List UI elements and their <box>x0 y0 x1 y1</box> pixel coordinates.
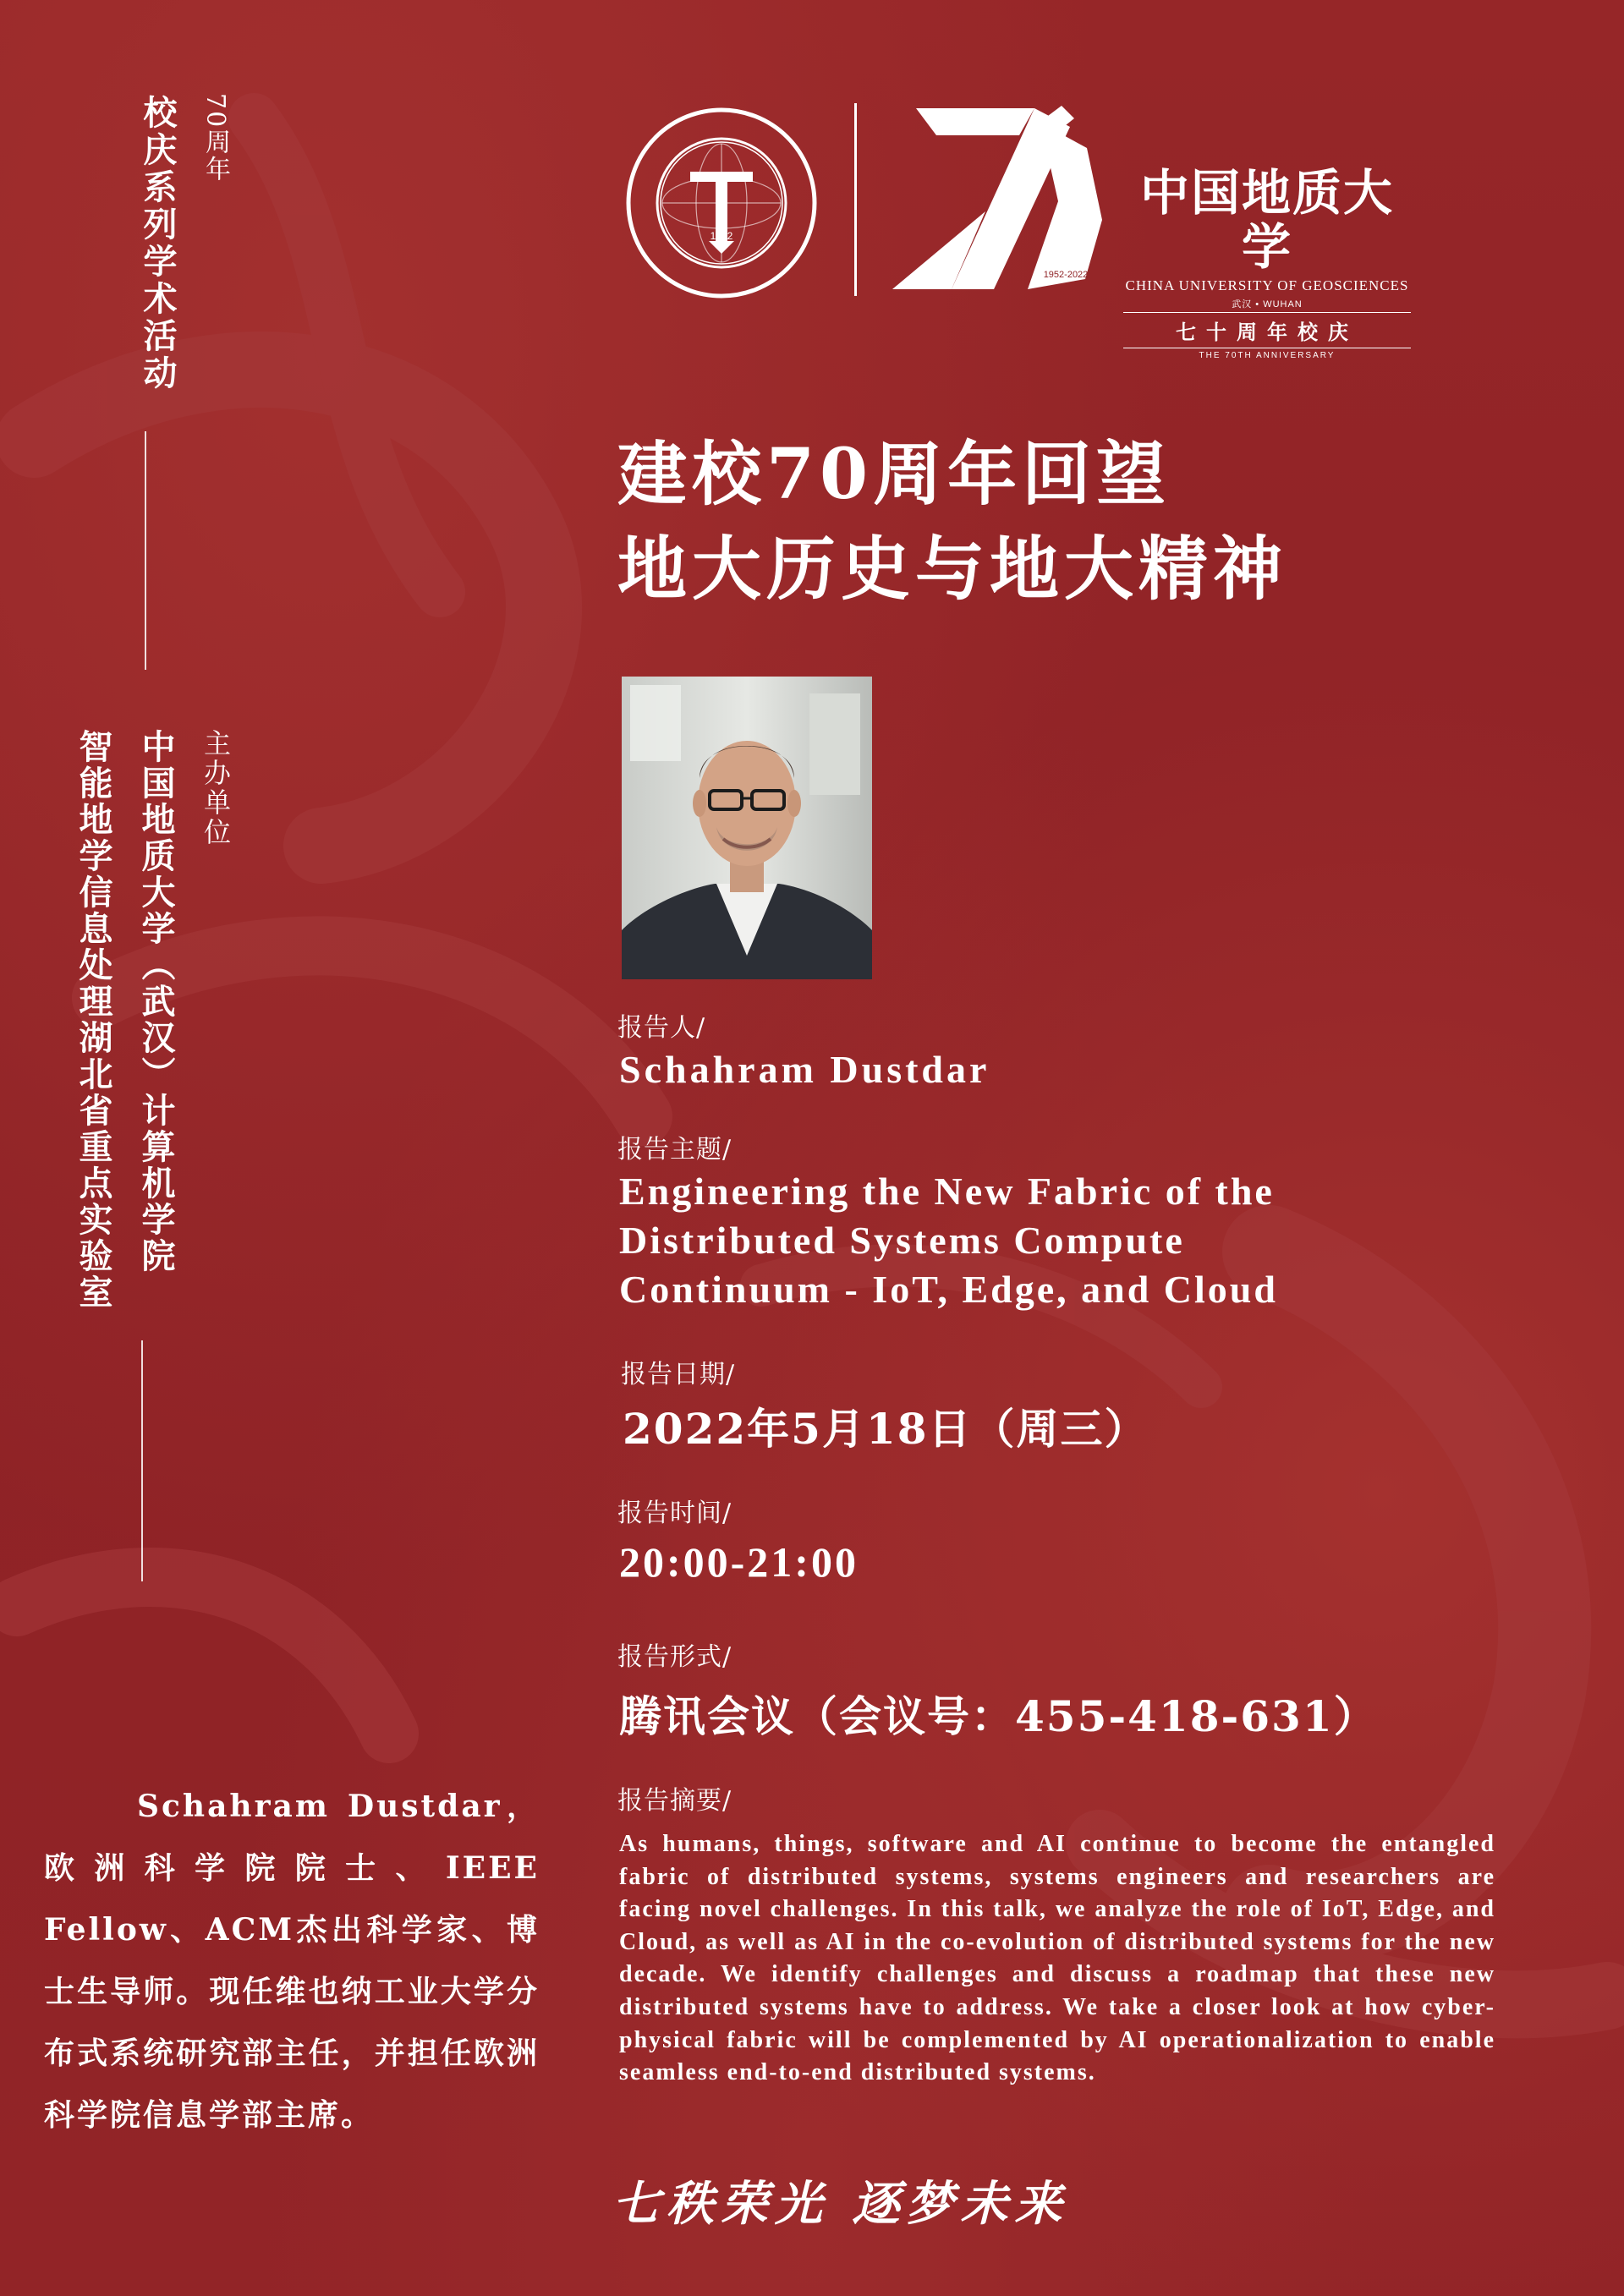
logo-years: 1952-2022 <box>1043 270 1089 280</box>
topic-line-3: Continuum - IoT, Edge, and Cloud <box>619 1268 1278 1311</box>
date-label: 报告日期/ <box>621 1360 736 1389</box>
anniversary-title-cn: 七十周年校庆 <box>1123 312 1411 348</box>
university-city: 武汉 • WUHAN <box>1232 299 1303 310</box>
date-value: 2022年5月18日（周三） <box>623 1404 1149 1454</box>
speaker-name: Schahram Dustdar <box>619 1048 990 1091</box>
speaker-label: 报告人/ <box>617 1013 706 1043</box>
time-value: 20:00-21:00 <box>619 1538 859 1586</box>
topic-value <box>619 1167 1465 1314</box>
header-divider <box>854 103 857 296</box>
poster-title-line-2: 地大历史与地大精神 <box>617 529 1288 610</box>
seal-year: 1952 <box>710 230 733 242</box>
speaker-portrait <box>622 677 872 979</box>
poster-title <box>617 427 1287 616</box>
series-subtitle: 70周年 <box>200 93 230 184</box>
topic-line-1: Engineering the New Fabric of the <box>619 1170 1275 1213</box>
sponsor-label: 主办单位 <box>200 729 232 847</box>
abstract-text: As humans, things, software and AI continue to become the entangled fabric of distributed systems, systems engineers and researchers are facing novel challenges. In this talk, we analyze the role of IoT, Edge, and Cloud, as well as AI in the co-evolution of distributed systems for the new decade. We identify challenges and discuss a roadmap that these new distributed systems have to address. We take a closer look at how cyber-physical fabric will be complemented by AI operationalization to enable seamless end-to-end distributed systems. <box>619 1831 1495 2086</box>
anniversary-title-en: THE 70TH ANNIVERSARY <box>1199 351 1336 360</box>
university-name-en: CHINA UNIVERSITY OF GEOSCIENCES <box>1125 277 1409 293</box>
sidebar-divider-top <box>145 431 146 670</box>
poster-title-line-1: 建校70周年回望 <box>617 434 1171 515</box>
speaker-bio: Schahram Dustdar，欧洲科学院院士、IEEE Fellow、ACM杰出科学家、博士生导师。现任维也纳工业大学分布式系统研究部主任，并担任欧洲科学院信息学部主席。 <box>44 1789 540 2133</box>
sidebar-divider-bottom <box>141 1340 143 1581</box>
slogan: 七秩荣光 逐梦未来 <box>612 2176 1069 2232</box>
time-label: 报告时间/ <box>617 1499 732 1528</box>
format-value: 腾讯会议（会议号：455-418-631） <box>619 1691 1378 1741</box>
university-wordmark <box>1123 166 1411 360</box>
university-name-cn: 中国地质大学 <box>1139 164 1394 276</box>
anniversary-70-logo <box>892 101 1104 298</box>
sponsor-organization-1: 中国地质大学（武汉）计算机学院 <box>136 729 176 1274</box>
sponsor-organization-2: 智能地学信息处理湖北省重点实验室 <box>74 729 113 1311</box>
topic-label: 报告主题/ <box>617 1135 732 1164</box>
topic-line-2: Distributed Systems Compute <box>619 1219 1185 1262</box>
university-seal-logo <box>624 106 819 300</box>
abstract-label: 报告摘要/ <box>617 1786 732 1816</box>
format-label: 报告形式/ <box>617 1642 732 1672</box>
series-title: 校庆系列学术活动 <box>138 95 178 392</box>
